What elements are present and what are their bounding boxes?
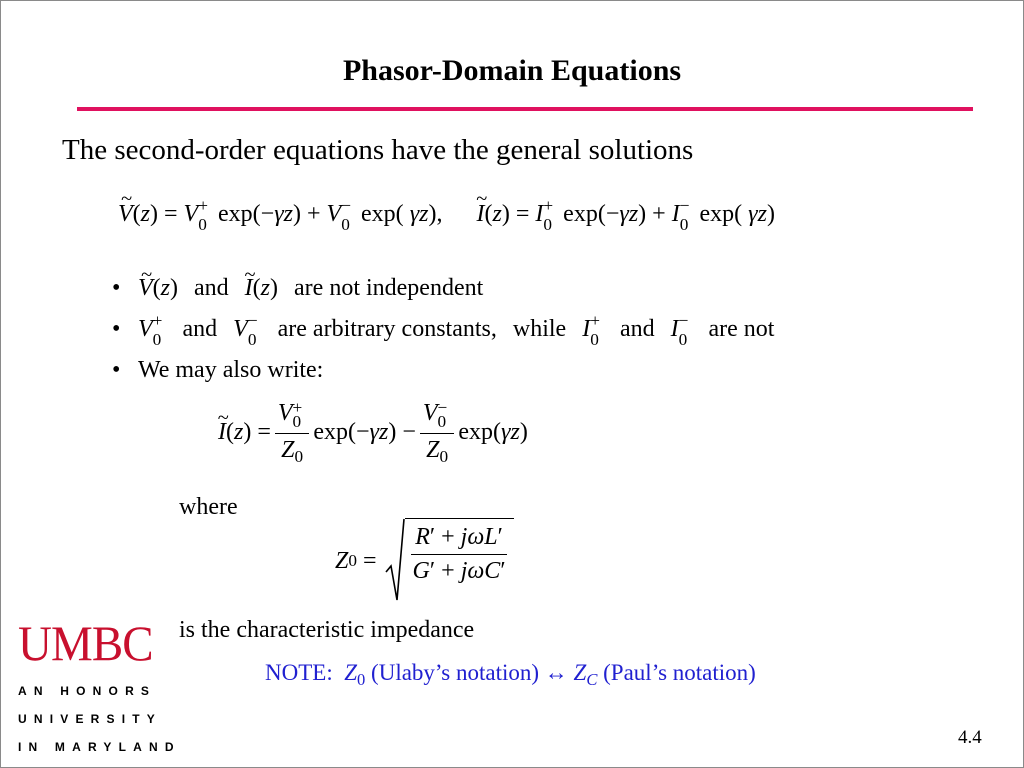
notation-note: NOTE: $Z_0$ (Ulaby’s notation) ↔ $Z_C$ (Paul’s notation) — [265, 660, 756, 689]
double-arrow-icon: ↔ — [544, 660, 568, 685]
current-solution: ~ I(z) = I + 0 exp(−γz) + I − 0 exp( γz) — [476, 201, 774, 227]
list-item: • ~ V(z) and ~ I(z) are not independent — [110, 270, 774, 311]
title-underline — [77, 107, 973, 111]
logo-wordmark: UMBC — [18, 615, 153, 671]
radical-sign — [385, 518, 405, 604]
current-equation: ~ I ( z ) = V + 0 $Z_0$ exp(− γz ) − V − 0 $Z_0$ exp( γz ) — [218, 398, 528, 468]
list-item: • V + 0 and V − 0 are arbitrary constants, while I + 0 and I − 0 are not — [112, 311, 775, 350]
umbc-logo — [18, 615, 181, 754]
slide-title: Phasor-Domain Equations — [342, 54, 682, 87]
square-root: $\frac{\text{R′ + jωL′}}{\text{G′ + jωC′}}$ — [385, 518, 514, 604]
list-item: • We may also write: — [112, 357, 324, 383]
voltage-solution: ~ V(z) = V + 0 exp(−γz) + V − 0 exp( γz), — [118, 201, 448, 227]
impedance-equation: Z 0 = $\frac{\text{R′ + jωL′}}{\text{G′ + jωC′}}$ — [335, 518, 514, 604]
fraction-v0plus-over-z0: V + 0 $Z_0$ — [275, 398, 309, 468]
fraction-v0minus-over-z0: V − 0 $Z_0$ — [420, 398, 454, 468]
bullet-list — [110, 270, 774, 393]
logo-tagline-1: AN HONORS — [18, 684, 157, 698]
intro-text: The second-order equations have the general solutions — [62, 134, 694, 166]
logo-tagline-3: IN MARYLAND — [18, 740, 181, 754]
characteristic-impedance-text: is the characteristic impedance — [179, 617, 475, 643]
page-number: 4.4 — [958, 727, 982, 748]
general-solutions-equation — [118, 196, 775, 234]
logo-tagline-2: UNIVERSITY — [18, 712, 163, 726]
where-label: where — [179, 494, 238, 520]
